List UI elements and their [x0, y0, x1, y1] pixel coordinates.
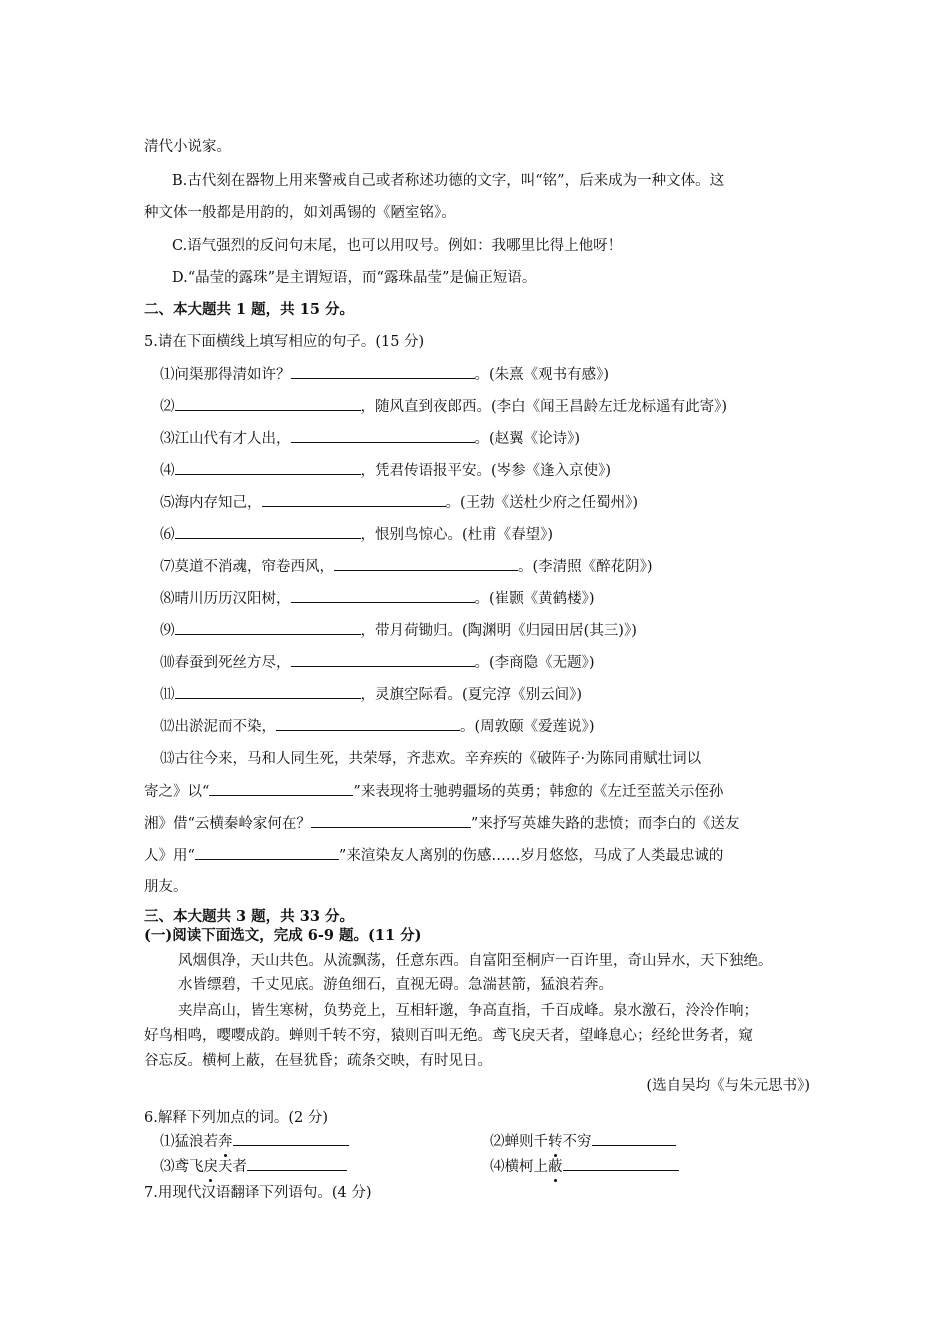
q6-item-4: ⑷横柯上蔽 [490, 1156, 679, 1177]
answer-blank[interactable] [291, 652, 475, 667]
answer-blank[interactable] [175, 396, 361, 411]
passage-line-5: 谷忘反。横柯上蔽，在昼犹昏；疏条交映，有时见日。 [144, 1053, 492, 1069]
q5-item-6: ⑹ ，恨别鸟惊心。(杜甫《春望》) [160, 524, 553, 545]
q5-item-11: ⑾ ，灵旗空际看。(夏完淳《别云间》) [160, 684, 582, 705]
q5-item-1: ⑴问渠那得清如许？ 。(朱熹《观书有感》) [160, 364, 609, 385]
option-a-tail: 清代小说家。 [144, 139, 231, 155]
answer-blank[interactable] [334, 556, 518, 571]
answer-blank[interactable] [276, 716, 460, 731]
answer-blank[interactable] [563, 1156, 679, 1171]
answer-blank[interactable] [291, 428, 475, 443]
answer-blank[interactable] [592, 1131, 676, 1146]
answer-blank[interactable] [175, 524, 361, 539]
option-d: D.“晶莹的露珠”是主谓短语，而“露珠晶莹”是偏正短语。 [172, 270, 537, 286]
q7-prompt: 7.用现代汉语翻译下列语句。(4 分) [144, 1185, 372, 1201]
q5-item-13-line4: 人》用“ ”来渲染友人离别的伤感……岁月悠悠，马成了人类最忠诚的 [144, 845, 723, 866]
answer-blank[interactable] [175, 460, 361, 475]
q5-item-3: ⑶江山代有才人出， 。(赵翼《论诗》) [160, 428, 580, 449]
answer-blank[interactable] [175, 620, 361, 635]
q5-item-13-line1: ⒀古往今来，马和人同生死，共荣辱，齐悲欢。辛弃疾的《破阵子·为陈同甫赋壮词以 [160, 751, 702, 767]
dotted-word: 蔽 [548, 1159, 563, 1175]
q6-item-2: ⑵蝉则千转不穷 [490, 1131, 676, 1152]
dotted-word: 转 [548, 1134, 563, 1150]
section2-heading: 二、本大题共 1 题，共 15 分。 [144, 301, 354, 318]
q6-prompt: 6.解释下列加点的词。(2 分) [144, 1110, 328, 1126]
section3-heading: 三、本大题共 3 题，共 33 分。 [144, 908, 354, 925]
q6-item-3: ⑶鸢飞戾天者 [160, 1156, 347, 1177]
q5-item-2: ⑵ ，随风直到夜郎西。(李白《闻王昌龄左迁龙标遥有此寄》) [160, 396, 727, 417]
q5-item-7: ⑺莫道不消魂，帘卷西风， 。(李清照《醉花阴》) [160, 556, 653, 577]
passage-line-4: 好鸟相鸣，嘤嘤成韵。蝉则千转不穷，猿则百叫无绝。鸢飞戾天者，望峰息心；经纶世务者，窥 [144, 1028, 753, 1044]
answer-blank[interactable] [247, 1156, 347, 1171]
reading-sub-heading: (一)阅读下面选文，完成 6-9 题。(11 分) [144, 927, 422, 944]
q5-item-12: ⑿出淤泥而不染， 。(周敦颐《爱莲说》) [160, 716, 595, 737]
q5-item-10: ⑽春蚕到死丝方尽， 。(李商隐《无题》) [160, 652, 595, 673]
answer-blank[interactable] [262, 492, 446, 507]
dotted-word: 戾 [203, 1159, 218, 1175]
option-c: C.语气强烈的反问句末尾，也可以用叹号。例如：我哪里比得上他呀！ [172, 238, 623, 254]
answer-blank[interactable] [209, 781, 353, 796]
q5-item-13-line3: 湘》借“云横秦岭家何在？ ”来抒写英雄失路的悲愤；而李白的《送友 [144, 813, 739, 834]
q5-item-13-line5: 朋友。 [144, 879, 188, 895]
q5-item-5: ⑸海内存知己， 。(王勃《送杜少府之任蜀州》) [160, 492, 638, 513]
q5-item-13-line2: 寄之》以“ ”来表现将士驰骋疆场的英勇；韩愈的《左迁至蓝关示侄孙 [144, 781, 723, 802]
passage-line-2: 水皆缥碧，千丈见底。游鱼细石，直视无碍。急湍甚箭，猛浪若奔。 [178, 977, 613, 993]
option-b-line1: B.古代刻在器物上用来警戒自己或者称述功德的文字，叫“铭”，后来成为一种文体。这 [172, 173, 725, 189]
passage-line-3: 夹岸高山，皆生寒树，负势竞上，互相轩邈，争高直指，千百成峰。泉水激石，泠泠作响； [178, 1003, 758, 1019]
answer-blank[interactable] [311, 813, 471, 828]
q5-item-9: ⑼ ，带月荷锄归。(陶渊明《归园田居(其三)》) [160, 620, 637, 641]
option-b-line2: 种文体一般都是用韵的，如刘禹锡的《陋室铭》。 [144, 205, 456, 221]
q5-prompt: 5.请在下面横线上填写相应的句子。(15 分) [144, 334, 425, 350]
answer-blank[interactable] [291, 364, 475, 379]
q5-item-8: ⑻晴川历历汉阳树， 。(崔颢《黄鹤楼》) [160, 588, 595, 609]
answer-blank[interactable] [195, 845, 339, 860]
dotted-word: 奔 [218, 1134, 233, 1150]
answer-blank[interactable] [175, 684, 361, 699]
answer-blank[interactable] [233, 1131, 349, 1146]
answer-blank[interactable] [291, 588, 475, 603]
q6-item-1: ⑴猛浪若奔 [160, 1131, 349, 1152]
q5-item-4: ⑷ ，凭君传语报平安。(岑参《逢入京使》) [160, 460, 611, 481]
passage-source: (选自吴均《与朱元思书》) [646, 1078, 810, 1094]
passage-line-1: 风烟俱净，天山共色。从流飘荡，任意东西。自富阳至桐庐一百许里，奇山异水，天下独绝。 [178, 953, 773, 969]
